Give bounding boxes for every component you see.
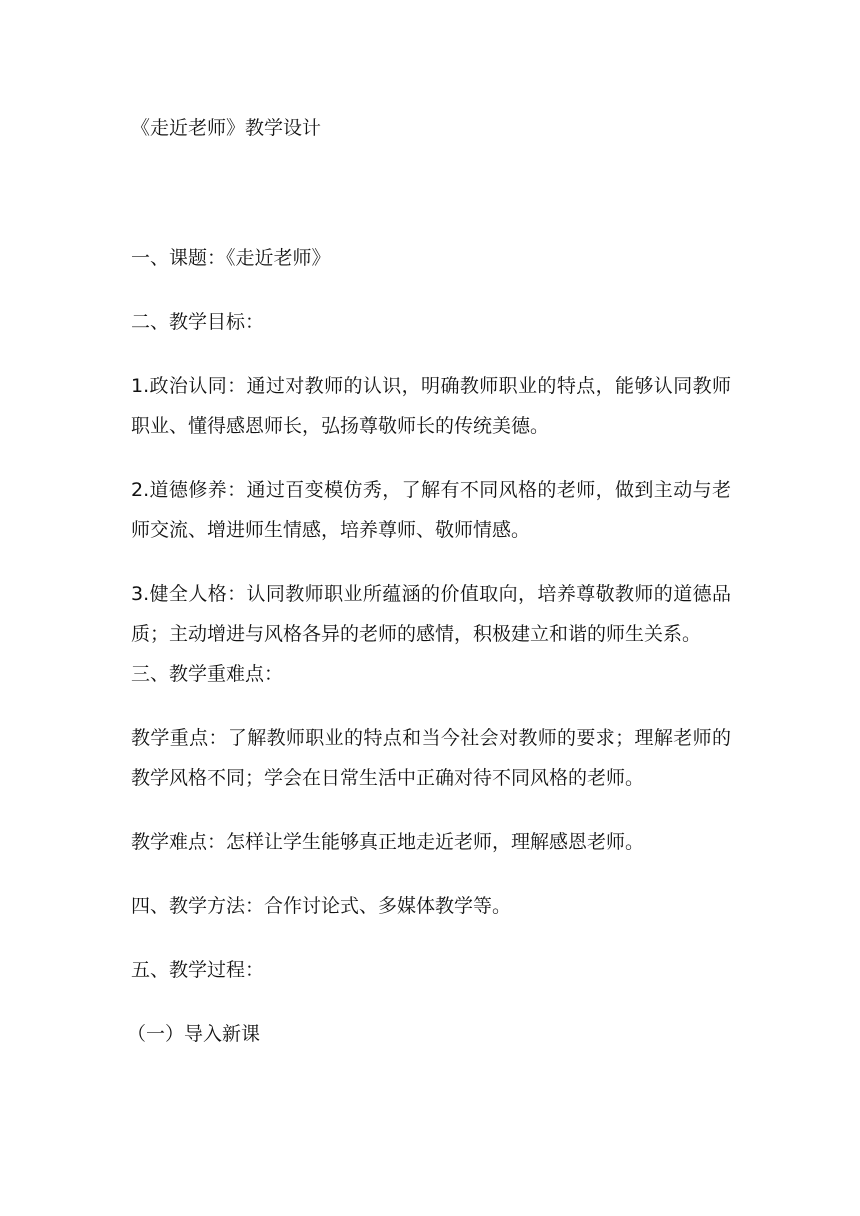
objective-1: 1.政治认同：通过对教师的认识，明确教师职业的特点，能够认同教师职业、懂得感恩师长，弘扬尊敬师长的传统美德。 xyxy=(131,375,731,437)
section-key-points-heading: 三、教学重难点： xyxy=(131,663,284,685)
document-body xyxy=(127,238,731,1054)
document-title: 《走近老师》教学设计 xyxy=(131,117,322,139)
key-point: 教学重点：了解教师职业的特点和当今社会对教师的要求；理解老师的教学风格不同；学会在日常生活中正确对待不同风格的老师。 xyxy=(131,727,731,789)
section-topic: 一、课题：《走近老师》 xyxy=(131,247,331,269)
section-objectives-heading: 二、教学目标： xyxy=(131,311,265,333)
process-step-1: （一）导入新课 xyxy=(127,1023,261,1045)
objective-3: 3.健全人格：认同教师职业所蕴涵的价值取向，培养尊敬教师的道德品质；主动增进与风格各异的老师的感情，积极建立和谐的师生关系。 xyxy=(131,583,731,645)
objective-2: 2.道德修养：通过百变模仿秀，了解有不同风格的老师，做到主动与老师交流、增进师生情感，培养尊师、敬师情感。 xyxy=(131,479,731,541)
section-process-heading: 五、教学过程： xyxy=(131,959,265,981)
difficulty: 教学难点：怎样让学生能够真正地走近老师，理解感恩老师。 xyxy=(131,831,645,853)
section-methods: 四、教学方法：合作讨论式、多媒体教学等。 xyxy=(131,895,512,917)
